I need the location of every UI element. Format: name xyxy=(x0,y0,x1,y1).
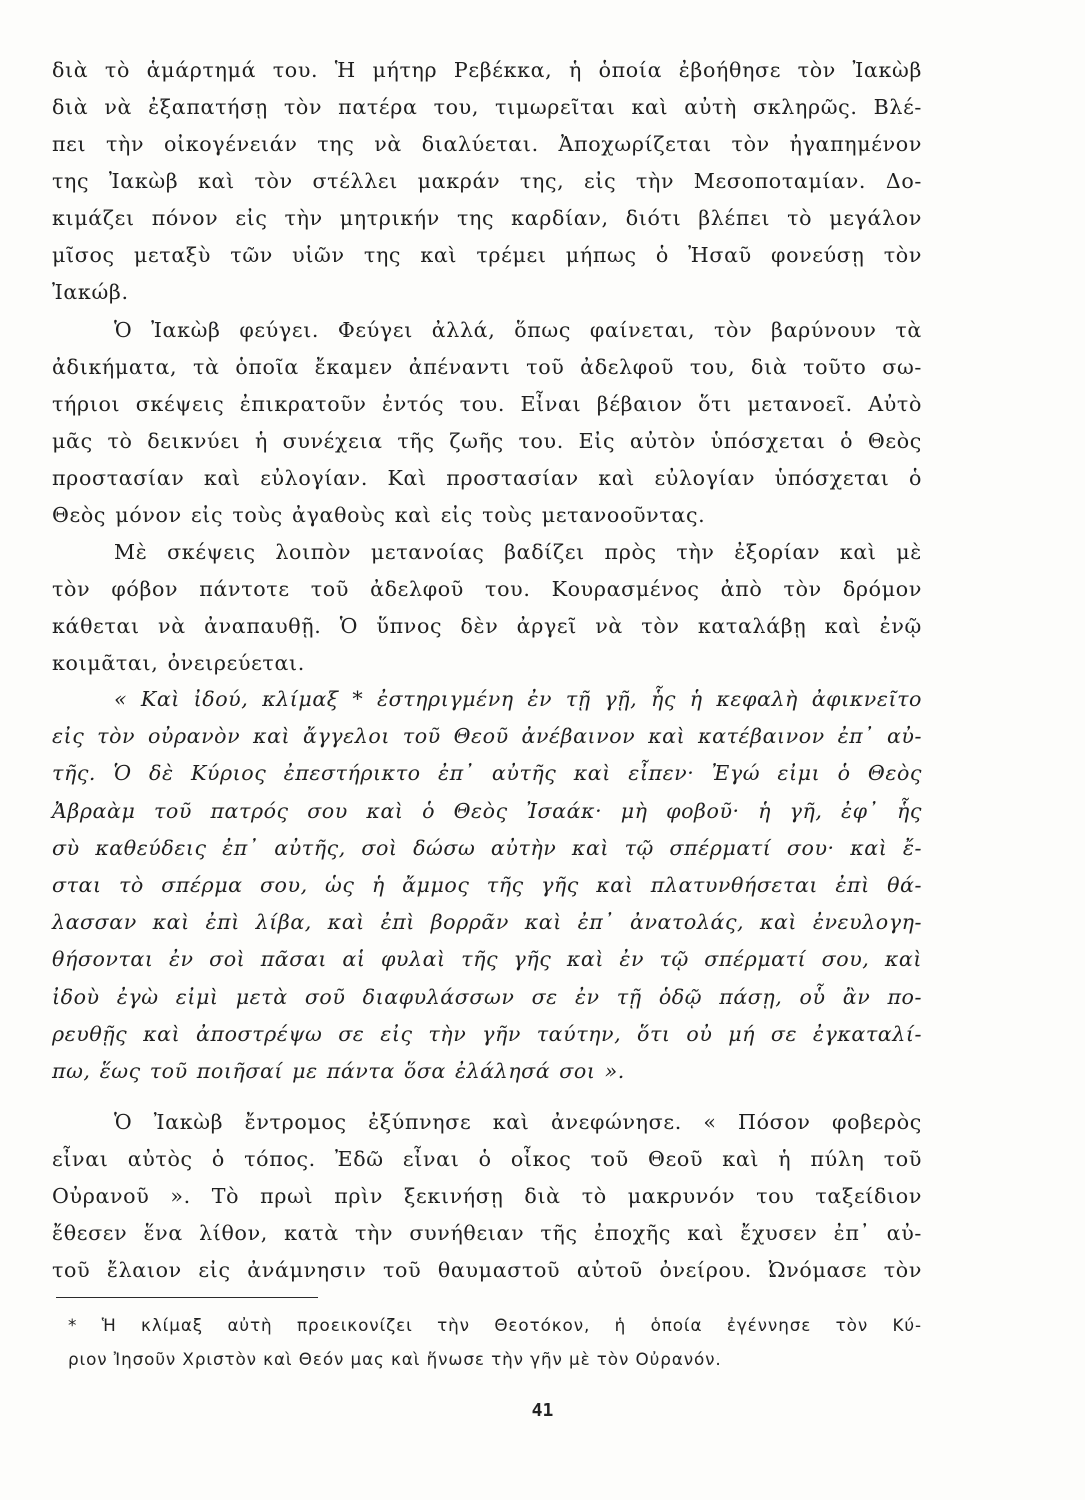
footnote-line: * Ἡ κλίμαξ αὐτὴ προεικονίζει τὴν Θεοτόκον, ἡ ὁποία ἐγέννησε τὸν Κύ- xyxy=(68,1315,922,1335)
text-line: μᾶς τὸ δεικνύει ἡ συνέχεια τῆς ζωῆς του. Εἰς αὐτὸν ὑπόσχεται ὁ Θεὸς xyxy=(52,429,922,453)
footnote-divider xyxy=(56,1297,318,1298)
quote-line: τῆς. Ὁ δὲ Κύριος ἐπεστήρικτο ἐπ᾽ αὐτῆς καὶ εἶπεν· Ἐγώ εἰμι ὁ Θεὸς xyxy=(52,761,922,786)
text-line: διὰ τὸ ἁμάρτημά του. Ἡ μήτηρ Ρεβέκκα, ἡ ὁποία ἐβοήθησε τὸν Ἰακὼβ xyxy=(52,58,922,82)
text-line: Μὲ σκέψεις λοιπὸν μετανοίας βαδίζει πρὸς τὴν ἐξορίαν καὶ μὲ xyxy=(114,540,922,564)
paragraph-4 xyxy=(52,1104,922,1289)
text-line: τήριοι σκέψεις ἐπικρατοῦν ἐντός του. Εἶναι βέβαιον ὅτι μετανοεῖ. Αὐτὸ xyxy=(52,392,922,416)
footnote xyxy=(68,1308,922,1376)
quote-line: λασσαν καὶ ἐπὶ λίβα, καὶ ἐπὶ βορρᾶν καὶ ἐπ᾽ ἀνατολάς, καὶ ἐνευλογη- xyxy=(52,910,922,935)
text-line: κάθεται νὰ ἀναπαυθῇ. Ὁ ὕπνος δὲν ἀργεῖ νὰ τὸν καταλάβῃ καὶ ἐνῷ xyxy=(52,614,922,638)
scripture-quote xyxy=(52,681,922,1090)
quote-line: Ἀβραὰμ τοῦ πατρός σου καὶ ὁ Θεὸς Ἰσαάκ· μὴ φοβοῦ· ἡ γῆ, ἐφ᾽ ἧς xyxy=(52,798,922,823)
page-number: 41 xyxy=(531,1400,554,1421)
text-line: Θεὸς μόνον εἰς τοὺς ἀγαθοὺς καὶ εἰς τοὺς μετανοοῦντας. xyxy=(52,503,706,527)
text-line: ἀδικήματα, τὰ ὁποῖα ἔκαμεν ἀπέναντι τοῦ ἀδελφοῦ του, διὰ τοῦτο σω- xyxy=(52,355,922,379)
text-line: διὰ νὰ ἐξαπατήσῃ τὸν πατέρα του, τιμωρεῖται καὶ αὐτὴ σκληρῶς. Βλέ- xyxy=(52,95,922,119)
text-line: κοιμᾶται, ὀνειρεύεται. xyxy=(52,651,305,675)
text-line: τὸν φόβον πάντοτε τοῦ ἀδελφοῦ του. Κουρασμένος ἀπὸ τὸν δρόμον xyxy=(52,577,922,601)
quote-line: θήσονται ἐν σοὶ πᾶσαι αἱ φυλαὶ τῆς γῆς καὶ ἐν τῷ σπέρματί σου, καὶ xyxy=(52,947,922,972)
text-line: μῖσος μεταξὺ τῶν υἱῶν της καὶ τρέμει μήπως ὁ Ἠσαῦ φονεύσῃ τὸν xyxy=(52,243,922,267)
quote-line: σται τὸ σπέρμα σου, ὡς ἡ ἄμμος τῆς γῆς καὶ πλατυνθήσεται ἐπὶ θά- xyxy=(52,872,922,897)
text-line: Οὐρανοῦ ». Τὸ πρωὶ πρὶν ξεκινήσῃ διὰ τὸ μακρυνόν του ταξείδιον xyxy=(52,1184,922,1208)
text-line: πει τὴν οἰκογένειάν της νὰ διαλύεται. Ἀποχωρίζεται τὸν ἠγαπημένον xyxy=(52,132,922,156)
quote-line: σὺ καθεύδεις ἐπ᾽ αὐτῆς, σοὶ δώσω αὐτὴν καὶ τῷ σπέρματί σου· καὶ ἔ- xyxy=(52,835,922,860)
paragraph-3 xyxy=(52,534,922,682)
text-line: προστασίαν καὶ εὐλογίαν. Καὶ προστασίαν καὶ εὐλογίαν ὑπόσχεται ὁ xyxy=(52,466,922,490)
text-line: κιμάζει πόνον εἰς τὴν μητρικήν της καρδίαν, διότι βλέπει τὸ μεγάλον xyxy=(52,206,922,230)
text-line: Ὁ Ἰακὼβ ἔντρομος ἐξύπνησε καὶ ἀνεφώνησε. « Πόσον φοβερὸς xyxy=(114,1110,922,1134)
paragraph-1 xyxy=(52,52,922,311)
paragraph-2 xyxy=(52,312,922,534)
quote-line: « Καὶ ἰδού, κλίμαξ * ἐστηριγμένη ἐν τῇ γῇ, ἧς ἡ κεφαλὴ ἀφικνεῖτο xyxy=(114,687,922,711)
text-line: ἔθεσεν ἕνα λίθον, κατὰ τὴν συνήθειαν τῆς ἐποχῆς καὶ ἔχυσεν ἐπ᾽ αὐ- xyxy=(52,1221,922,1245)
text-line: Ὁ Ἰακὼβ φεύγει. Φεύγει ἀλλά, ὅπως φαίνεται, τὸν βαρύνουν τὰ xyxy=(114,318,922,342)
footnote-line: ριον Ἰησοῦν Χριστὸν καὶ Θεόν μας καὶ ἥνωσε τὴν γῆν μὲ τὸν Οὐρανόν. xyxy=(68,1349,722,1369)
text-line: τοῦ ἔλαιον εἰς ἀνάμνησιν τοῦ θαυμαστοῦ αὐτοῦ ὀνείρου. Ὠνόμασε τὸν xyxy=(52,1258,922,1282)
text-line: της Ἰακὼβ καὶ τὸν στέλλει μακράν της, εἰς τὴν Μεσοποταμίαν. Δο- xyxy=(52,169,922,193)
quote-line: ἰδοὺ ἐγὼ εἰμὶ μετὰ σοῦ διαφυλάσσων σε ἐν τῇ ὁδῷ πάσῃ, οὗ ἂν πο- xyxy=(52,984,922,1009)
quote-line: πω, ἕως τοῦ ποιῆσαί με πάντα ὅσα ἐλάλησά σοι ». xyxy=(52,1058,625,1083)
quote-line: εἰς τὸν οὐρανὸν καὶ ἄγγελοι τοῦ Θεοῦ ἀνέβαινον καὶ κατέβαινον ἐπ᾽ αὐ- xyxy=(52,724,922,749)
quote-line: ρευθῇς καὶ ἀποστρέψω σε εἰς τὴν γῆν ταύτην, ὅτι οὐ μή σε ἐγκαταλί- xyxy=(52,1021,922,1046)
text-line: εἶναι αὐτὸς ὁ τόπος. Ἐδῶ εἶναι ὁ οἶκος τοῦ Θεοῦ καὶ ἡ πύλη τοῦ xyxy=(52,1147,922,1171)
text-line: Ἰακώβ. xyxy=(52,280,129,304)
